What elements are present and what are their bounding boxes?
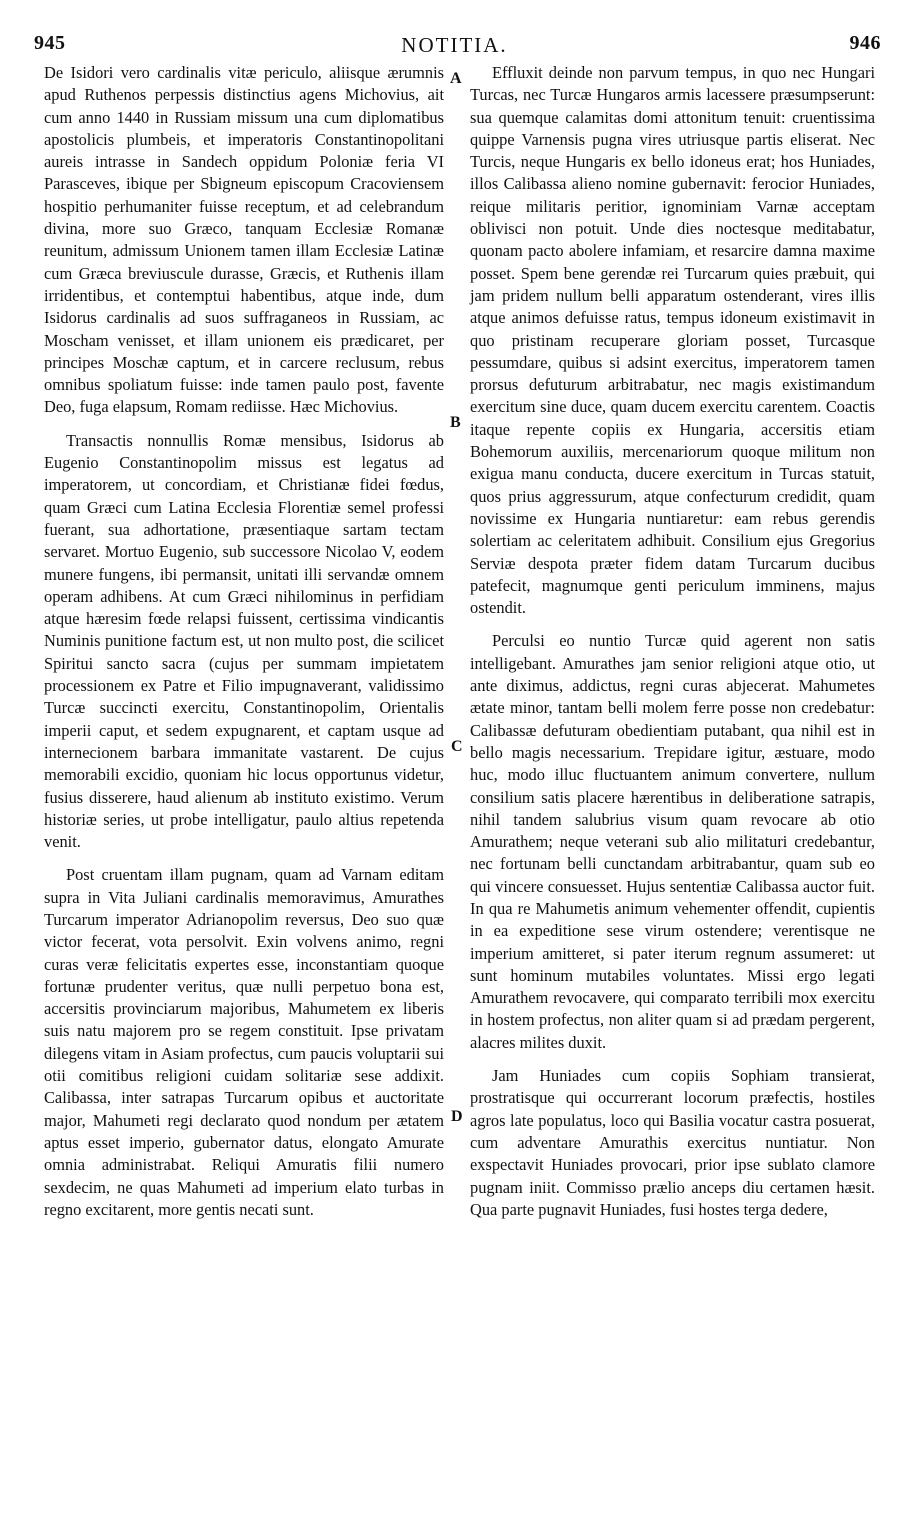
paragraph: Post cruentam illam pugnam, quam ad Varnam editam supra in Vita Juliani cardinalis memoravimus, Amurathes Turcarum imperator Adrianopolim reversus, Deo suo quæ victor fecerat, vota persolvit. Exin volvens animo, regni curas veræ felicitatis expertes esse, inconstantiam quoque fortunæ prudenter veritus, quæ nulli perpetuo bona est, accersitis provinciarum majoribus, Mahumetem ex liberis suis natu majorem pro se regem constituit. Ipse privatam dilegens vitam in Asiam profectus, cum paucis voluptarii sui otii comitibus religioni cuidam solitariæ sese addixit. Calibassa, inter satrapas Turcarum opibus et auctoritate major, Mahumeti regi declarato quod nondum per ætatem aptus esset imperio, gubernator datus, elongato Amurate omnia administrabat. Reliqui Amuratis filii numero sexdecim, ne quas Mahumeti ad imperium elato turbas in regno excitarent, more gentis necati sunt. — [44, 865, 444, 1219]
margin-marker-d: D — [451, 1108, 463, 1125]
left-column — [44, 62, 444, 1232]
margin-marker-b: B — [450, 414, 461, 431]
paragraph: Jam Huniades cum copiis Sophiam transierat, prostratisque qui occurrerant locorum præfectis, hostiles agros late populatus, loco qui Basilia vocatur castra posuerat, cum adventare Amurathis exercitus nuntiatur. Non exspectavit Huniades provocari, prior ipse sublato clamore pugnam iniit. Commisso prælio anceps diu certamen hæsit. Qua parte pugnavit Huniades, fusi hostes terga dedere, — [470, 1066, 875, 1219]
paragraph: Transactis nonnullis Romæ mensibus, Isidorus ab Eugenio Constantinopolim missus est legatus ad imperatorem, ut concordiam, et Christianæ fidei fœdus, quam Græci cum Latina Ecclesia Florentiæ semel professi fuerant, sua adhortatione, præsentiaque sartam tectam servaret. Mortuo Eugenio, sub successore Nicolao V, eodem munere fungens, ibi permansit, unitati illi servandæ omnem operam adhibens. At cum Græci nihilominus in perfidiam atque hæresim fœde relapsi fuissent, certissima vindicantis Numinis punitione factum est, ut non multo post, die scilicet Spiritui sancto sacra (cujus per summam impietatem processionem ex Patre et Filio impugnaverant, validissimo Turcæ succincti exercitu, Constantinopolim, Orientalis imperii caput, et sedem expugnarent, et captam usque ad internecionem barbara immanitate vastarent. De cujus memorabili excidio, quoniam hic locus opportunus videtur, fusius disserere, haud alienum ab instituto existimo. Verum historiæ series, ut probe intelligatur, paulo altius repetenda venit. — [44, 430, 444, 852]
margin-marker-c: C — [451, 738, 463, 755]
margin-marker-a: A — [450, 70, 462, 87]
page-number-left: 945 — [34, 32, 66, 54]
paragraph: De Isidori vero cardinalis vitæ periculo, aliisque ærumnis apud Ruthenos perpessis distinctius agens Michovius, ait cum anno 1440 in Russiam missum una cum diplomatibus apostolicis plumbeis, et imperatoris Constantinopolitani aureis intrasse in Sandech oppidum Poloniæ feria VI Parasceves, ibique per Sbigneum episcopum Cracoviensem hospitio perhumaniter fuisse receptum, et ad celebrandum divina, more suo Græco, tanquam Ecclesiæ Romanæ reunitum, admissum Unionem tamen illam Ecclesiæ Latinæ cum Græca breviuscule durasse, Græcis, et Ruthenis illam irridentibus, et contemptui habentibus, atque inde, dum Isidorus cardinalis ad suos suffraganeos in Russiam, ac Moscham venisset, et illam unionem eis prædicaret, per principes Moschæ captum, et in carcere reclusum, rebus omnibus spoliatum fuisse: inde tamen paulo post, favente Deo, fuga elapsum, Romam rediisse. Hæc Michovius. — [44, 63, 444, 417]
page-number-right: 946 — [849, 32, 881, 54]
right-column — [470, 62, 875, 1232]
running-title: NOTITIA. — [401, 33, 508, 57]
paragraph: Effluxit deinde non parvum tempus, in quo nec Hungari Turcas, nec Turcæ Hungaros armis lacessere præsumpserunt: sua quemque calamitas domi attonitum tenuit: cruentissima quippe Varnensis pugna vires utriusque partis eliserat. Nec Turcis, neque Hungaris ex bello idoneus erat; hos Huniades, illos Calibassa alieno nomine gubernavit: ferocior Huniades, reique militaris peritior, ignominiam Varnæ acceptam oblivisci non potuit. Unde dies noctesque meditabatur, quonam pacto abolere infamiam, et resarcire damna maxime posset. Spem bene gerendæ rei Turcarum quies præbuit, qui jam pridem nullum belli apparatum ostenderant, vires illis atque animos defuisse ratus, tempus idoneum existimavit in quo pristinam recuperare gloriam posset, Turcasque pessumdare, quibus si adsint exercitus, imperatorem tamen prorsus defuturum arbitrabatur, nec magis existimandum exercitum sine duce, quam ducem exercitu carentem. Coactis itaque repente copiis ex Hungaria, accersitis etiam Bohemorum auxiliis, mercenariorum quoque militum non exigua manu conducta, ducere exercitum in Turcas statuit, quos prius aggressurum, atque confecturum credidit, quam novissime ex Hungaria nuntiaretur: eam rebus gerendis solertiam ac celeritatem adhibuit. Consilium ejus Gregorius Serviæ despota præter fidem datam Turcarum ducibus patefecit, magnumque genti periculum imminens, majus ostendit. — [470, 63, 875, 618]
page-header — [0, 30, 909, 60]
paragraph: Perculsi eo nuntio Turcæ quid agerent non satis intelligebant. Amurathes jam senior religioni atque otio, ut ante diximus, addictus, regni curas abjecerat. Mahumetes ætate minor, tantam belli molem ferre posse non credebatur: Calibassæ defuturam obedientiam putabant, qua nihil est in bello magis necessarium. Trepidare igitur, æstuare, modo huc, modo illuc fluctuantem animum convertere, nullum consilium satis placere hærentibus in deliberatione satrapis, nihil tandem salubrius visum quam revocare ab otio Amurathem; neque veterani sub alio militaturi credebantur, nec fortunam belli cunctandam arbitrabantur, quam sub eo qui vincere consuesset. Hujus sententiæ Calibassa auctor fuit. In qua re Mahumetis animum vehementer offendit, cupientis in ea expeditione sese virum ostendere; verentisque ne imperium amitteret, si pater iterum regnum assumeret: ut sunt hominum mutabiles voluntates. Missi ergo legati Amurathem revocavere, qui comparato terribili mox exercitu in hostem profectus, non aliter quam si ad prædam pergerent, alacres milites duxit. — [470, 631, 875, 1052]
